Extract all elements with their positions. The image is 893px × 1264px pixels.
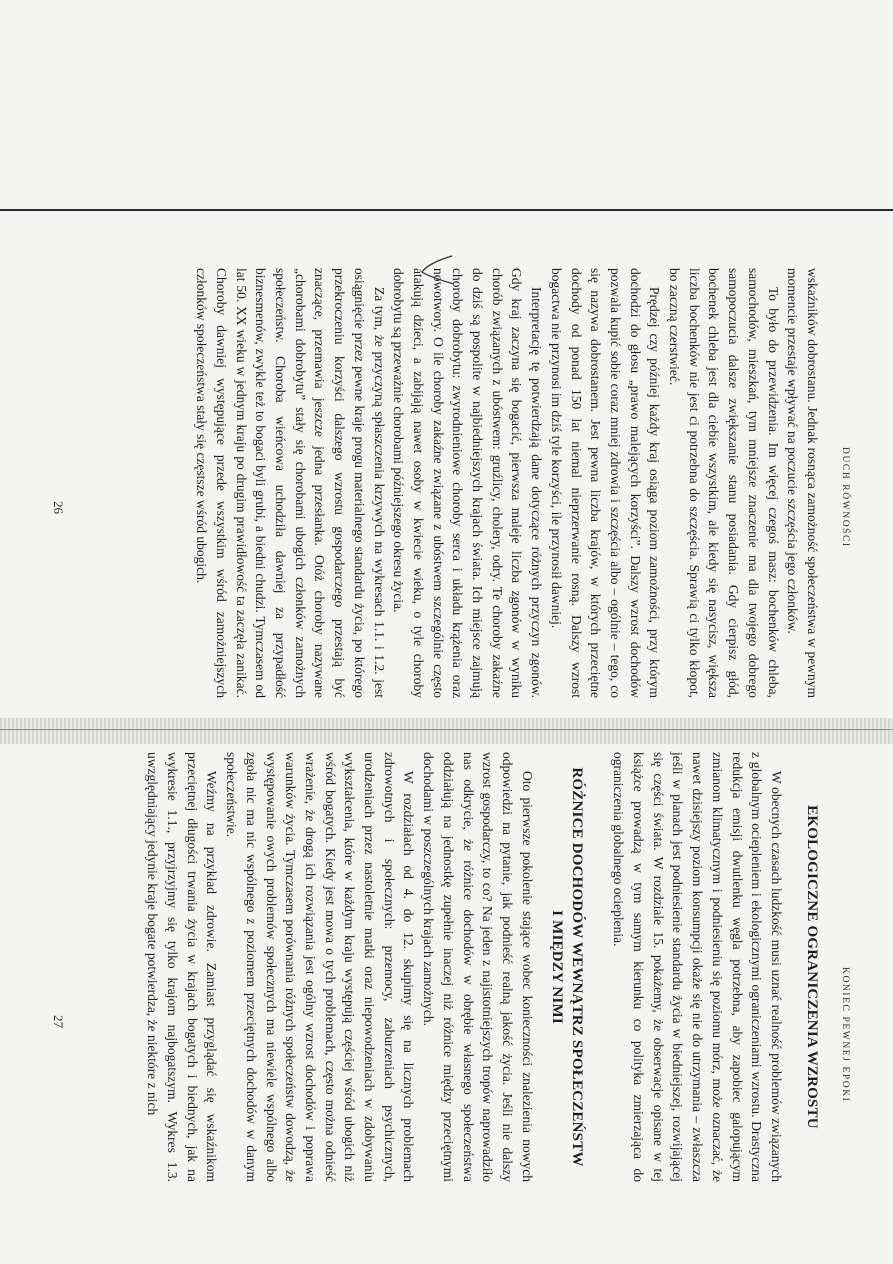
section-heading-income-line-1: RÓŻNICE DOCHODÓW WEWNĄTRZ SPOŁECZEŃSTW [568, 767, 585, 1167]
left-paragraph-1: wskaźników dobrostanu. Jednak rosnąca zamożność społeczeństwa w pewnym momencie przestaje wpływać na poczucie szczęścia jego członków. [785, 268, 820, 698]
right-running-head: KONIEC PEWNEJ EPOKI [840, 967, 850, 1103]
section-heading-ecological-limits: EKOLOGICZNE OGRANICZENIA WZROSTU [804, 805, 820, 1129]
right-page-body [143, 752, 822, 1182]
gutter-line [0, 729, 893, 730]
left-paragraph-2: To było do przewidzenia. Im więcej czegoś masz: bochenków chleba, samochodów, mieszkań, tym mniejsze znaczenie ma dla twojego dobrego samopoczucia dalsze zwiększanie stanu posiadania. Gdy cierpisz głód, bochenek chleba jest dla ciebie wszystkim, ale kiedy się nasycisz, większa liczba bochenków nie jest ci potrzebna do szczęścia. Sprawią ci tylko kłopot, bo zaczną czerstwieć. [667, 268, 781, 698]
top-edge-rule [0, 209, 893, 211]
left-paragraph-5: Za tym, że przyczyną spłaszczenia krzywych na wykresach 1.1. i 1.2. jest osiągnięcie przez pewne kraje progu materialnego standardu życia, po którego przekroczeniu korzyści dalszego wzrostu gospodarczego przestają być znaczące, przemawia jeszcze jedna przesłanka. Otóż choroby nazywane „chorobami dobrobytu” stały się chorobami ubogich członków zamożnych społeczeństw. Choroba wieńcowa uchodziła dawniej za przypadłość biznesmenów, zwykle też to bogaci byli grubi, a biedni chudzi. Tymczasem od lat 50. XX wieku w jednym kraju po drugim prawidłowość ta zaczęła zanikać. Choroby dawniej występujące przede wszystkim wśród zamożniejszych członków społeczeństwa stały się częstsze wśród ubogich. [194, 268, 387, 698]
left-paragraph-4: Interpretację tę potwierdzają dane dotyczące różnych przyczyn zgonów. Gdy kraj zaczyna się bogacić, pierwsza maleje liczba zgonów w wyniku chorób związanych z ubóstwem: gruźlicy, cholery, odry. Te choroby zakaźne do dziś są pospolite w najbiedniejszych krajach świata. Ich miejsce zajmują choroby dobrobytu: zwyrodnieniowe choroby serca i układu krążenia oraz nowotwory. O ile choroby zakaźne związane z ubóstwem szczególnie często atakują dzieci, a zabijają nawet osoby w kwiecie wieku, o tyle choroby dobrobytu są przeważnie chorobami późniejszego okresu życia. [391, 268, 545, 698]
section-heading-income-line-2: I MIĘDZY NIMI [548, 910, 565, 1024]
right-section2-paragraph-3: Weźmy na przykład zdrowie. Zamiast przyglądać się wskaźnikom przeciętnej długości trwania życia w krajach bogatych i biednych, jak na wykresie 1.1., przyjrzyjmy się tylko krajom najbogatszym. Wykres 1.3. uwzględniający jedynie kraje bogate potwierdza, że niektóre z nich [145, 752, 220, 1182]
right-section1-paragraph-1: W obecnych czasach ludzkość musi uznać realność problemów związanych z globalnym ociepleniem i ekologicznymi ograniczeniami wzrostu. Drastyczna redukcja emisji dwutlenku węgla potrzebna, aby zapobiec galopującym zmianom klimatycznym i podniesieniu się poziomu mórz, może oznaczać, że nawet dzisiejszy poziom konsumpcji okaże się nie do utrzymania – zwłaszcza jeśli w planach jest podniesienie standardu życia w biedniejszej, rozwijającej się części świata. W rozdziale 15. pokażemy, że obserwacje opisane w tej książce prowadzą w tym samym kierunku co polityka zmierzająca do ograniczenia globalnego ocieplenia. [611, 752, 784, 1182]
section-heading-income-differences [547, 752, 587, 1182]
left-page-body [192, 268, 823, 698]
pen-annotation-mark [418, 252, 456, 288]
book-gutter [0, 718, 893, 744]
left-paragraph-3: Prędzej czy później każdy kraj osiąga poziom zamożności, przy którym dochodzi do głosu „prawo malejących korzyści”. Dalszy wzrost dochodów pozwala kupić sobie coraz mniej zdrowia i szczęścia albo – ogólnie – tego, co się nazywa dobrostanem. Jest pewna liczba krajów, w których przeciętne dochody od ponad 150 lat niemal nieprzerwanie rosną. Dalszy wzrost bogactwa nie przynosi im dziś tyle korzyści, ile przynosił dawniej. [548, 268, 663, 698]
right-page-number: 27 [51, 1015, 66, 1028]
right-section2-paragraph-2: W rozdziałach od 4. do 12. skupimy się na licznych problemach zdrowotnych i społecznych: przemocy, zaburzeniach psychicznych, urodzeniach przez nastoletnie matki oraz niepowodzeniach w zdobywaniu wykształcenia, które w każdym kraju występują częściej wśród ubogich niż wśród bogatych. Kiedy jest mowa o tych problemach, często można odnieść wrażenie, że drogą ich rozwiązania jest ogólny wzrost dochodów i poprawa warunków życia. Tymczasem porównania różnych społeczeństw dowodzą, że występowanie owych problemów społecznych ma niewiele wspólnego albo zgoła nic ma nic wspólnego z poziomem przeciętnych dochodów w danym społeczeństwie. [224, 752, 417, 1182]
right-section2-paragraph-1: Oto pierwsze pokolenie stające wobec konieczności znalezienia nowych odpowiedzi na pytanie, jak podnieść realną jakość życia. Jeśli nie dalszy wzrost gospodarczy, to co? Na jeden z najistotniejszych tropów naprowadziło nas odkrycie, że różnice dochodów w obrębie własnego społeczeństwa oddziałują na jednostkę zupełnie inaczej niż różnice między przeciętnymi dochodami w poszczególnych krajach zamożnych. [421, 752, 535, 1182]
left-page-number: 26 [51, 501, 66, 514]
left-running-head: DUCH RÓWNOŚCI [840, 447, 850, 548]
